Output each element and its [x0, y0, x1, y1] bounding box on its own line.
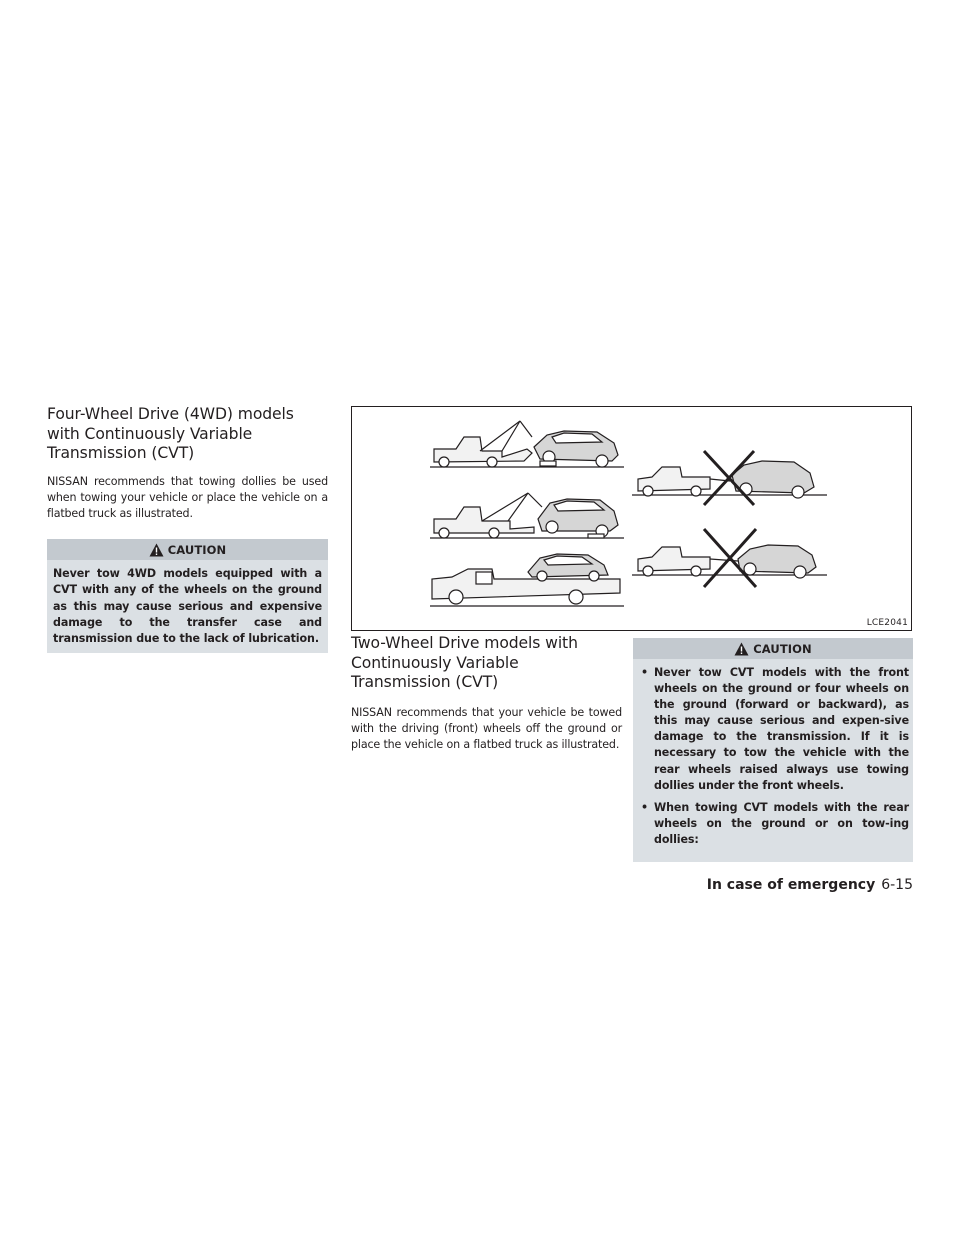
heading-line: Four-Wheel Drive (4WD) models [47, 405, 294, 423]
caution-header [633, 638, 913, 659]
heading-line: Transmission (CVT) [47, 444, 195, 462]
tow-truck-dolly [434, 421, 618, 467]
warning-icon [149, 543, 164, 557]
bullet-icon: • [641, 800, 648, 814]
section-4wd-heading [47, 405, 328, 464]
page-number: 6-15 [881, 877, 913, 893]
page-footer [707, 877, 913, 893]
footer-section-title: In case of emergency [706, 877, 876, 893]
section-4wd [47, 405, 328, 653]
towing-illustration [351, 406, 912, 631]
section-2wd-heading [351, 634, 622, 693]
caution-list-item [639, 665, 909, 794]
section-4wd-body: NISSAN recommends that towing dollies be used when towing your vehicle or place the vehicle on a flatbed truck as illustrated. [47, 474, 328, 521]
tow-truck-wheel-lift [434, 493, 618, 538]
caution-header [47, 539, 328, 560]
section-2wd-body: NISSAN recommends that your vehicle be towed with the driving (front) wheels off the ground or place the vehicle on a flatbed truck as illustrated. [351, 705, 622, 752]
caution-item-text: Never tow CVT models with the front wheels on the ground or four wheels on the ground (forward or backward), as this may cause serious and expen-sive damage to the transmission. If it is necessary to tow the vehicle with the rear wheels raised always use towing dollies under the front wheels. [654, 666, 909, 792]
heading-line: Continuously Variable [351, 653, 519, 672]
caution-list [639, 665, 909, 848]
caution-title: CAUTION [753, 641, 812, 656]
caution-item-text: When towing CVT models with the rear wheels on the ground or on tow-ing dollies: [654, 800, 909, 846]
warning-icon [734, 642, 749, 656]
bullet-icon: • [641, 666, 648, 679]
caution-box-2wd [633, 638, 913, 862]
caution-list-item [639, 800, 909, 848]
heading-line: Two-Wheel Drive models with [351, 634, 578, 652]
caution-2wd-column [633, 638, 913, 862]
heading-line: with Continuously Variable [47, 424, 253, 443]
caution-text: Never tow 4WD models equipped with a CVT with any of the wheels on the ground as this may cause serious and expensive damage to the transfer case and transmission due to the lack of lubrication. [53, 567, 322, 645]
caution-box-4wd [47, 539, 328, 652]
flatbed-truck [432, 554, 620, 604]
section-2wd [351, 634, 622, 753]
heading-line: Transmission (CVT) [351, 673, 499, 691]
caution-title: CAUTION [167, 542, 227, 557]
figure-label: LCE2041 [866, 618, 908, 628]
towing-methods-drawing [352, 407, 911, 630]
